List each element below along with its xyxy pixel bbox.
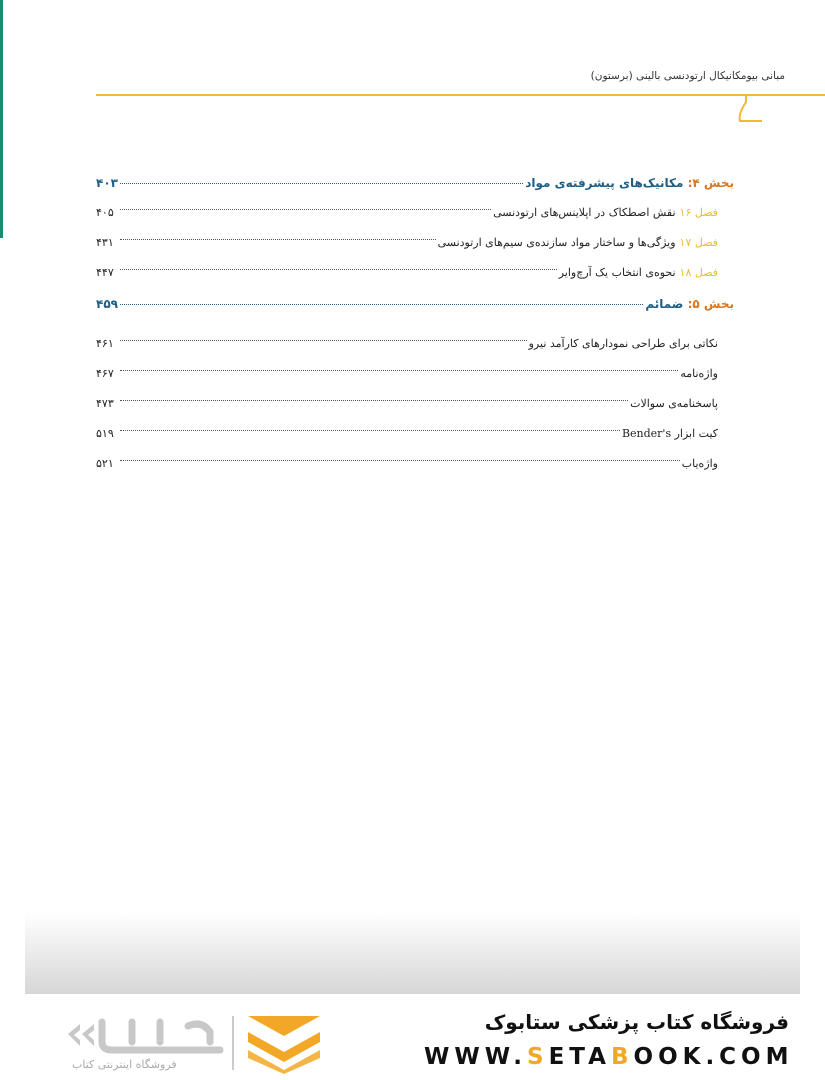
- page-number: ۴۳۱: [96, 235, 114, 249]
- logo-subtitle: فروشگاه اینترنتی کتاب: [72, 1058, 177, 1071]
- page-number: ۴۶۷: [96, 366, 114, 380]
- toc-appendix-force-diagrams[interactable]: [96, 328, 734, 358]
- toc-appendix-bender-toolkit[interactable]: [96, 418, 734, 448]
- page-number: ۴۶۱: [96, 336, 114, 350]
- page-number: ۵۲۱: [96, 456, 114, 470]
- toc-appendix-glossary[interactable]: [96, 358, 734, 388]
- dot-leader: [120, 459, 680, 461]
- table-of-contents: [96, 176, 734, 478]
- appendix-title: کیت ابزار Bender's: [621, 426, 718, 440]
- part-title: بخش ۵: ضمائم: [645, 297, 734, 311]
- toc-part-4[interactable]: [96, 176, 734, 197]
- page-number: ۴۰۵: [96, 205, 114, 219]
- shop-url[interactable]: WWW.SETABOOK.COM: [424, 1044, 794, 1070]
- appendix-title: پاسخنامه‌ی سوالات: [630, 396, 718, 410]
- appendix-title: واژه‌یاب: [681, 456, 718, 470]
- footer-shadow: [25, 912, 800, 994]
- header-rule: [96, 94, 825, 96]
- chapter-title: فصل ۱۷ ویژگی‌ها و ساختار مواد سازنده‌ی سیم‌های ارتودنسی: [437, 235, 718, 249]
- dot-leader: [120, 238, 436, 240]
- shop-title: فروشگاه کتاب پزشکی ستابوک: [484, 1010, 789, 1034]
- toc-chapter-16[interactable]: [96, 197, 734, 227]
- dot-leader: [120, 268, 557, 270]
- toc-appendix-answers[interactable]: [96, 388, 734, 418]
- left-edge-bar: [0, 0, 3, 238]
- running-head: مبانی بیومکانیکال ارتودنسی بالینی (برستون): [590, 70, 785, 82]
- dot-leader: [120, 399, 628, 401]
- chapter-title: فصل ۱۶ نقش اصطکاک در اپلاینس‌های ارتودنسی: [493, 205, 718, 219]
- dot-leader: [120, 339, 527, 341]
- page-number: ۵۱۹: [96, 426, 114, 440]
- chapter-title: فصل ۱۸ نحوه‌ی انتخاب یک آرچ‌وایر: [558, 265, 718, 279]
- dot-leader: [120, 208, 491, 210]
- page-number: ۴۵۹: [96, 297, 118, 311]
- appendix-title: واژه‌نامه: [680, 366, 718, 380]
- toc-chapter-17[interactable]: [96, 227, 734, 257]
- dot-leader: [120, 182, 523, 184]
- header-ornament-icon: [732, 94, 768, 126]
- dot-leader: [120, 429, 620, 431]
- toc-chapter-18[interactable]: [96, 257, 734, 287]
- toc-appendix-index[interactable]: [96, 448, 734, 478]
- dot-leader: [120, 303, 643, 305]
- appendix-title: نکاتی برای طراحی نمودارهای کارآمد نیرو: [528, 336, 718, 350]
- page-number: ۴۰۳: [96, 176, 118, 190]
- part-title: بخش ۴: مکانیک‌های پیشرفته‌ی مواد: [525, 176, 734, 190]
- page-number: ۴۴۷: [96, 265, 114, 279]
- toc-part-5[interactable]: [96, 297, 734, 318]
- page-number: ۴۷۳: [96, 396, 114, 410]
- dot-leader: [120, 369, 678, 371]
